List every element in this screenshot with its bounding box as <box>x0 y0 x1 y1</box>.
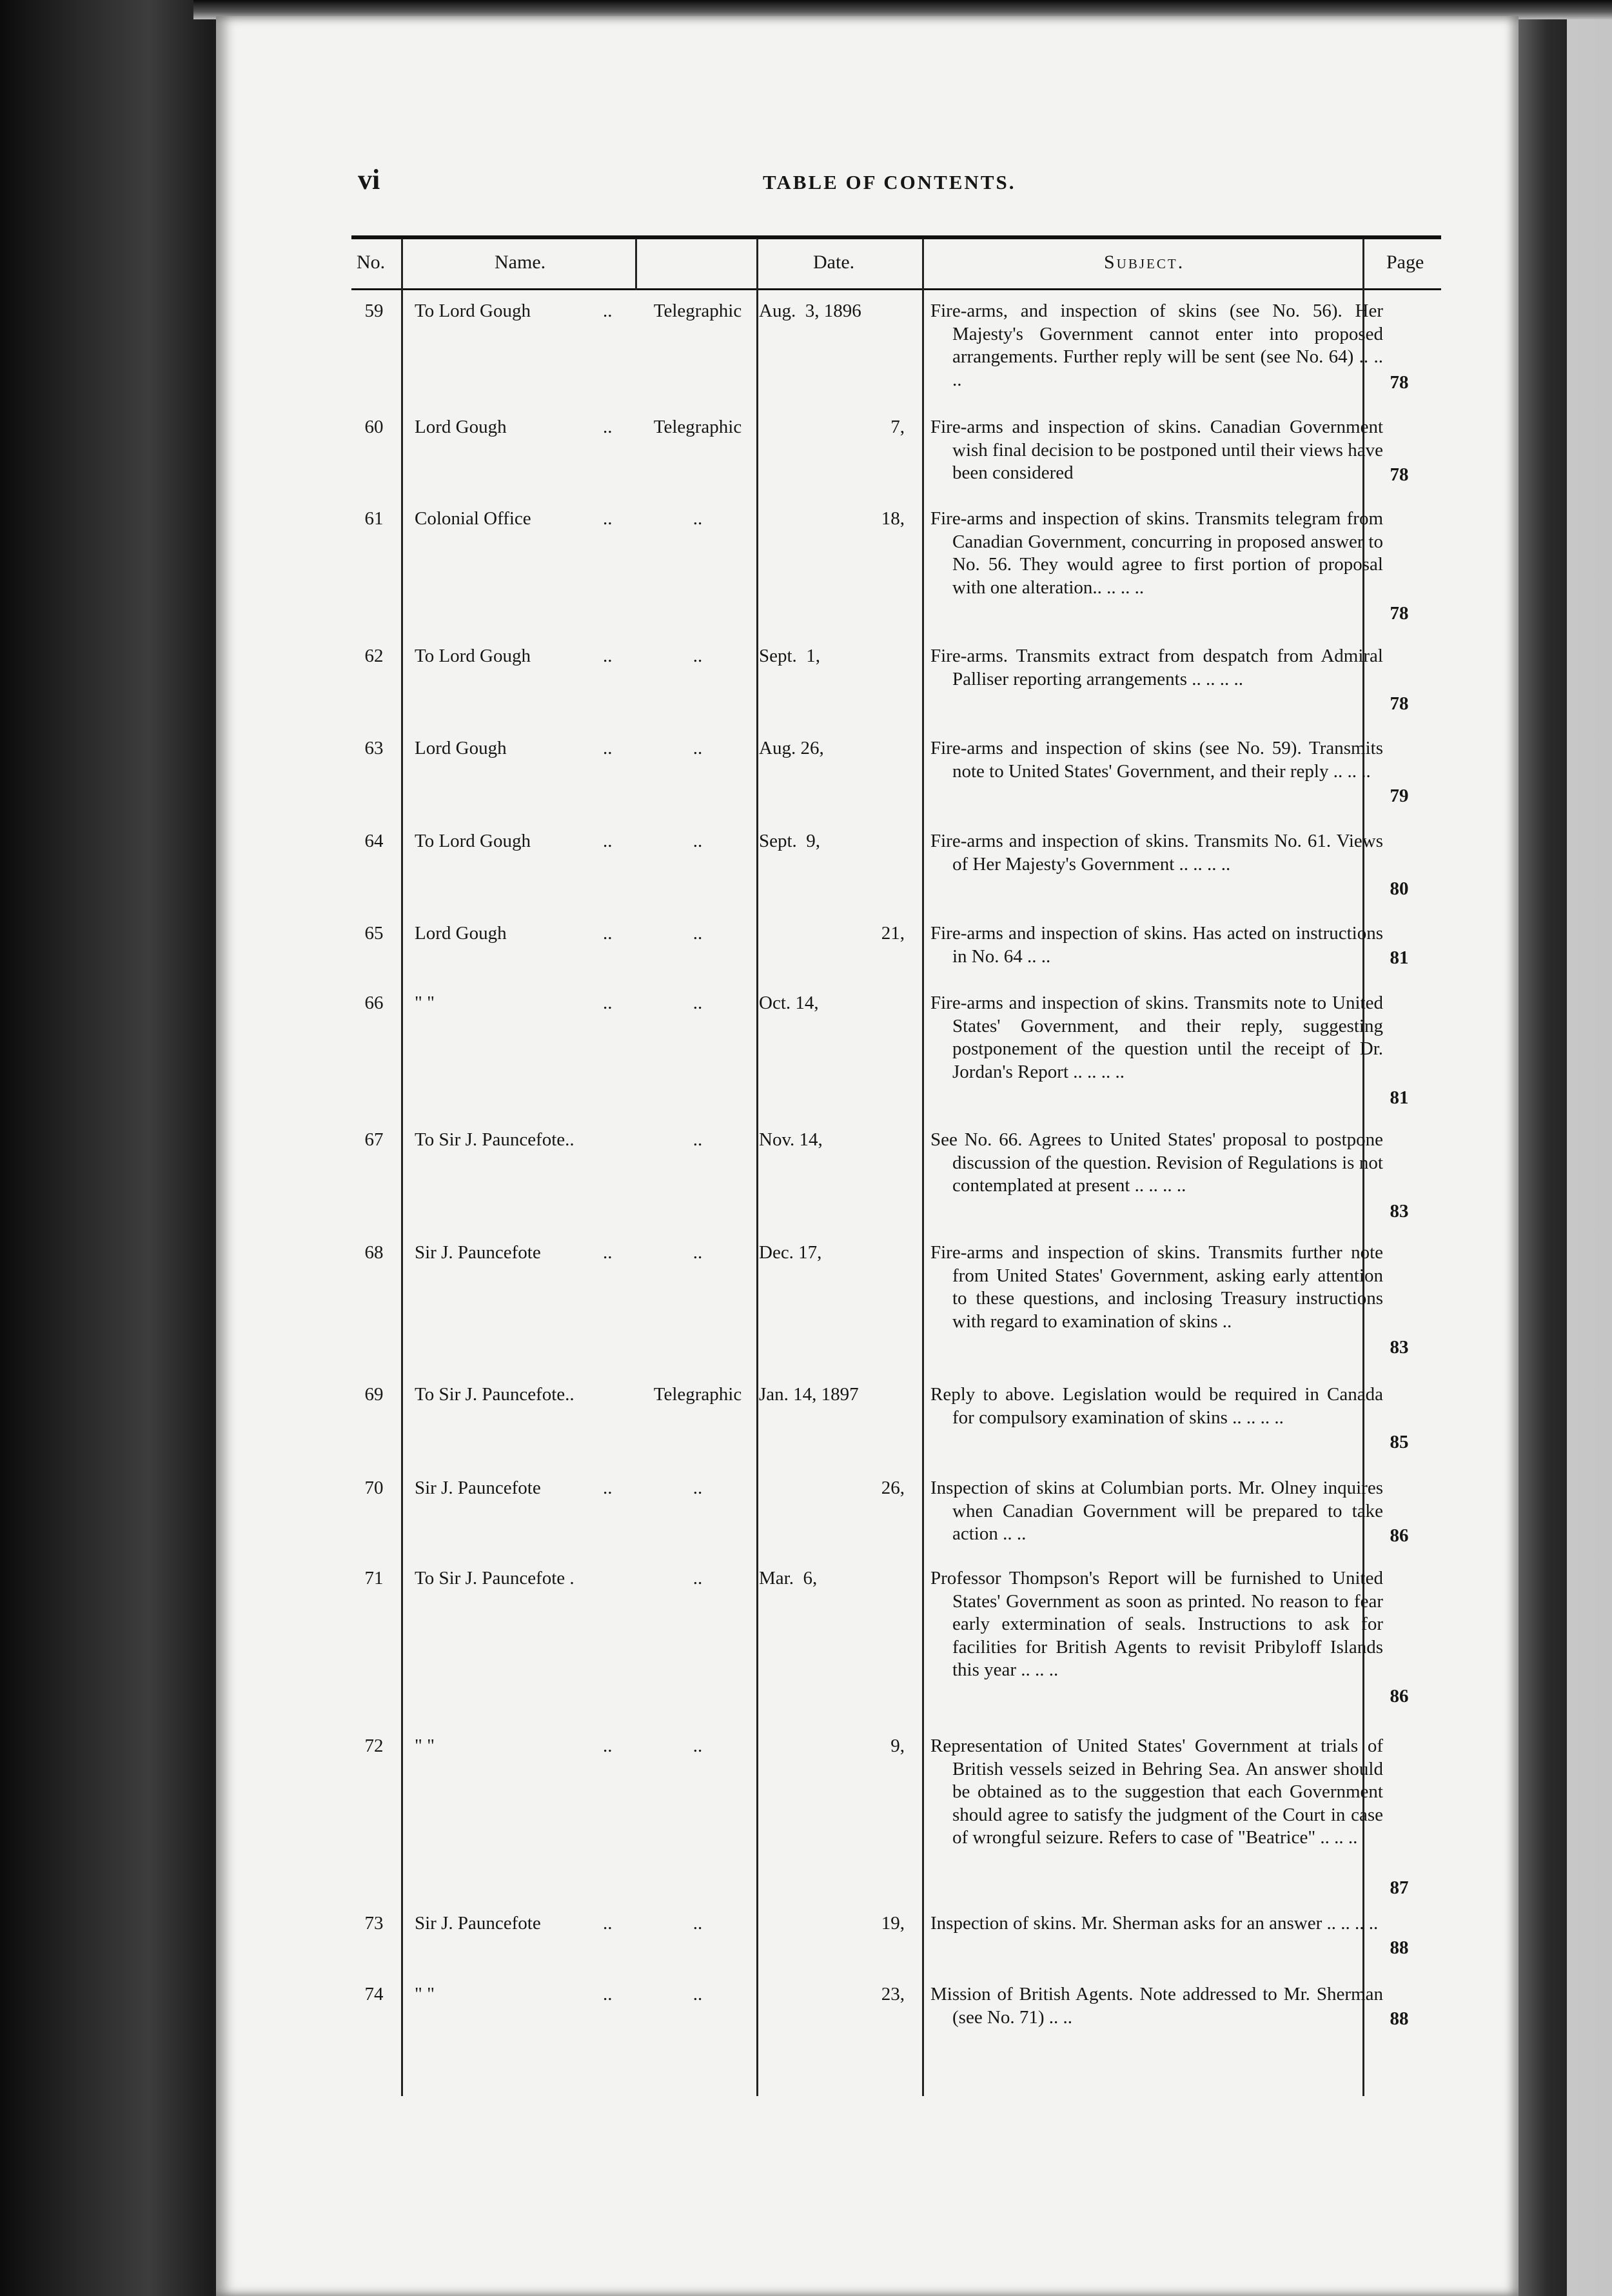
dispatch-date: Sept. 9, <box>759 831 821 851</box>
dispatch-type: .. <box>693 831 703 851</box>
name-leaders: .. <box>603 923 613 944</box>
name-leaders: .. <box>603 417 613 437</box>
next-page-sliver <box>1567 19 1612 2296</box>
name-leaders: .. <box>603 1984 613 2004</box>
dispatch-type: .. <box>693 1129 703 1150</box>
dispatch-date: Jan. 14, 1897 <box>759 1384 859 1405</box>
page-reference: 86 <box>1390 1525 1409 1546</box>
correspondent-name: Sir J. Pauncefote <box>415 1242 541 1263</box>
correspondent-name: Lord Gough <box>415 738 507 758</box>
correspondent-name: " " <box>415 1984 435 2004</box>
col-header-subject: Subject. <box>1104 252 1185 273</box>
page-number: vi <box>358 164 380 195</box>
col-divider-date <box>922 239 924 2096</box>
scan-binding-shadow <box>0 0 213 2296</box>
page-reference: 78 <box>1390 603 1409 624</box>
dispatch-type: Telegraphic <box>653 301 742 321</box>
page-reference: 78 <box>1390 464 1409 485</box>
row-number: 61 <box>364 508 384 529</box>
dispatch-date: Nov. 14, <box>759 1129 823 1150</box>
page-reference: 87 <box>1390 1877 1409 1898</box>
name-leaders: .. <box>603 1913 613 1934</box>
page-reference: 81 <box>1390 1087 1409 1108</box>
correspondent-name: Sir J. Pauncefote <box>415 1913 541 1934</box>
dispatch-date: 18, <box>881 508 905 529</box>
dispatch-date: Aug. 26, <box>759 738 824 758</box>
dispatch-type: .. <box>693 1984 703 2004</box>
row-number: 63 <box>364 738 384 758</box>
dispatch-type: .. <box>693 923 703 944</box>
subject-summary: Fire-arms and inspection of skins. Transmits further note from United States' Government, asking early attention to these questions, and inclosing Treasury instructions with regard to examination of skins .. <box>930 1242 1383 1332</box>
correspondent-name: " " <box>415 993 435 1013</box>
row-number: 73 <box>364 1913 384 1934</box>
dispatch-type: .. <box>693 1913 703 1934</box>
subject-summary: Fire-arms and inspection of skins. Transmits No. 61. Views of Her Majesty's Government .. .. .. .. <box>930 831 1383 875</box>
correspondent-name: Lord Gough <box>415 417 507 437</box>
subject-summary: Fire-arms and inspection of skins. Transmits telegram from Canadian Government, concurring in proposed answer to No. 56. They would agree to first portion of proposal with one alteration.. .. .. .. <box>930 508 1383 598</box>
subject-summary: Professor Thompson's Report will be furnished to United States' Government as soon as printed. No reason to fear early extermination of seals. Instructions to ask for facilities for British Agents to revisit Pribyloff Islands this year .. .. .. <box>930 1568 1383 1680</box>
row-number: 60 <box>364 417 384 437</box>
name-leaders: .. <box>603 646 613 666</box>
dispatch-date: 19, <box>881 1913 905 1934</box>
dispatch-date: 7, <box>890 417 905 437</box>
page-reference: 80 <box>1390 878 1409 899</box>
correspondent-name: To Sir J. Pauncefote.. <box>415 1384 575 1405</box>
col-divider-name <box>635 239 637 290</box>
dispatch-type: .. <box>693 738 703 758</box>
subject-summary: Fire-arms and inspection of skins (see No. 59). Transmits note to United States' Government, and their reply .. .. .. <box>930 738 1383 782</box>
row-number: 69 <box>364 1384 384 1405</box>
page-reference: 85 <box>1390 1432 1409 1452</box>
page-reference: 83 <box>1390 1337 1409 1358</box>
subject-summary: Reply to above. Legislation would be required in Canada for compulsory examination of skins .. .. .. .. <box>930 1384 1383 1428</box>
running-title: TABLE OF CONTENTS. <box>763 171 1016 193</box>
subject-summary: Mission of British Agents. Note addressed to Mr. Sherman (see No. 71) .. .. <box>930 1984 1383 2028</box>
page-reference: 88 <box>1390 2008 1409 2029</box>
correspondent-name: Colonial Office <box>415 508 531 529</box>
col-header-page: Page <box>1386 252 1424 273</box>
row-number: 59 <box>364 301 384 321</box>
correspondent-name: To Sir J. Pauncefote.. <box>415 1129 575 1150</box>
row-number: 65 <box>364 923 384 944</box>
header-bottom-rule <box>351 288 1441 290</box>
subject-summary: Representation of United States' Government at trials of British vessels seized in Behring Sea. An answer should be obtained as to the suggestion that each Government should agree to satisfy the judgment of the Court in case of wrongful seizure. Refers to case of "Beatrice" .. .. .. <box>930 1736 1383 1848</box>
dispatch-date: 23, <box>881 1984 905 2004</box>
row-number: 62 <box>364 646 384 666</box>
col-divider-type <box>756 239 758 2096</box>
subject-summary: See No. 66. Agrees to United States' proposal to postpone discussion of the question. Revision of Regulations is not contemplated at present .. .. .. .. <box>930 1129 1383 1196</box>
page-reference: 83 <box>1390 1200 1409 1222</box>
page-reference: 86 <box>1390 1685 1409 1707</box>
correspondent-name: Sir J. Pauncefote <box>415 1478 541 1498</box>
subject-summary: Fire-arms. Transmits extract from despatch from Admiral Palliser reporting arrangements .. .. .. .. <box>930 646 1383 689</box>
header-top-rule <box>351 235 1441 239</box>
correspondent-name: Lord Gough <box>415 923 507 944</box>
row-number: 74 <box>364 1984 384 2004</box>
dispatch-type: .. <box>693 1478 703 1498</box>
dispatch-type: .. <box>693 1736 703 1756</box>
dispatch-type: .. <box>693 993 703 1013</box>
page-reference: 78 <box>1390 693 1409 714</box>
dispatch-date: Oct. 14, <box>759 993 819 1013</box>
dispatch-type: .. <box>693 1242 703 1263</box>
dispatch-type: .. <box>693 1568 703 1588</box>
dispatch-date: Dec. 17, <box>759 1242 822 1263</box>
name-leaders: .. <box>603 1736 613 1756</box>
row-number: 67 <box>364 1129 384 1150</box>
col-header-no: No. <box>357 252 386 273</box>
dispatch-type: Telegraphic <box>653 417 742 437</box>
subject-summary: Inspection of skins at Columbian ports. Mr. Olney inquires when Canadian Government will be prepared to take action .. .. <box>930 1478 1383 1544</box>
dispatch-date: 26, <box>881 1478 905 1498</box>
dispatch-date: Aug. 3, 1896 <box>759 301 861 321</box>
col-header-name: Name. <box>495 252 546 273</box>
name-leaders: .. <box>603 1242 613 1263</box>
correspondent-name: " " <box>415 1736 435 1756</box>
row-number: 72 <box>364 1736 384 1756</box>
page-reference: 88 <box>1390 1937 1409 1958</box>
row-number: 71 <box>364 1568 384 1588</box>
correspondent-name: To Lord Gough <box>415 831 531 851</box>
dispatch-date: 21, <box>881 923 905 944</box>
subject-summary: Fire-arms, and inspection of skins (see No. 56). Her Majesty's Government cannot enter into proposed arrangements. Further reply will be sent (see No. 64) .. .. .. <box>930 301 1383 390</box>
row-number: 70 <box>364 1478 384 1498</box>
dispatch-date: Sept. 1, <box>759 646 821 666</box>
correspondent-name: To Lord Gough <box>415 301 531 321</box>
correspondent-name: To Sir J. Pauncefote . <box>415 1568 575 1588</box>
dispatch-type: .. <box>693 646 703 666</box>
correspondent-name: To Lord Gough <box>415 646 531 666</box>
name-leaders: .. <box>603 301 613 321</box>
name-leaders: .. <box>603 1478 613 1498</box>
col-divider-no <box>401 239 403 2096</box>
row-number: 68 <box>364 1242 384 1263</box>
row-number: 66 <box>364 993 384 1013</box>
row-number: 64 <box>364 831 384 851</box>
dispatch-type: .. <box>693 508 703 529</box>
document-page <box>216 16 1519 2296</box>
page-reference: 81 <box>1390 947 1409 968</box>
dispatch-date: 9, <box>890 1736 905 1756</box>
name-leaders: .. <box>603 508 613 529</box>
name-leaders: .. <box>603 738 613 758</box>
subject-summary: Fire-arms and inspection of skins. Transmits note to United States' Government, and their reply, suggesting postponement of the question until the receipt of Dr. Jordan's Report .. .. .. .. <box>930 993 1383 1082</box>
page-reference: 78 <box>1390 371 1409 393</box>
page-reference: 79 <box>1390 786 1409 806</box>
dispatch-date: Mar. 6, <box>759 1568 818 1588</box>
subject-summary: Inspection of skins. Mr. Sherman asks for an answer .. .. .. .. <box>930 1913 1379 1934</box>
name-leaders: .. <box>603 993 613 1013</box>
subject-summary: Fire-arms and inspection of skins. Has acted on instructions in No. 64 .. .. <box>930 923 1383 967</box>
subject-summary: Fire-arms and inspection of skins. Canadian Government wish final decision to be postponed until their views have been considered <box>930 417 1383 483</box>
col-header-date: Date. <box>813 252 855 273</box>
dispatch-type: Telegraphic <box>653 1384 742 1405</box>
name-leaders: .. <box>603 831 613 851</box>
